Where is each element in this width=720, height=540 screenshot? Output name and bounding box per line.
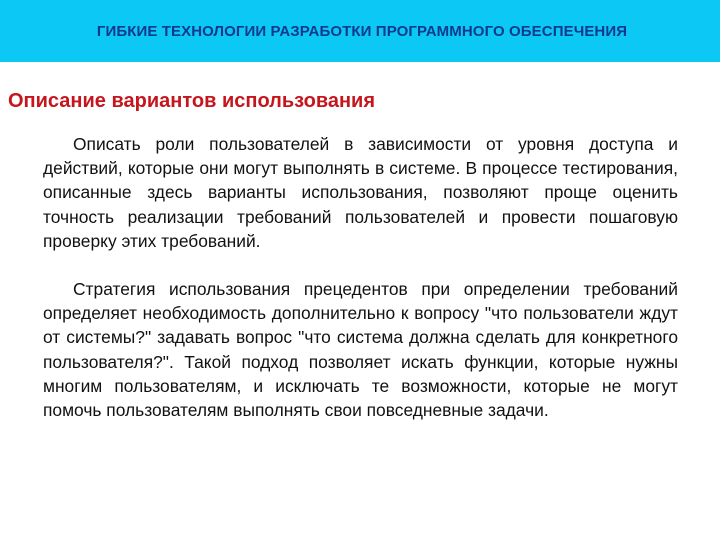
content-body <box>43 132 678 422</box>
paragraph-2: Стратегия использования прецедентов при определении требований определяет необходимость дополнительно к вопросу "что пользователи ждут от системы?" задавать вопрос "что система должна сделать для конкретного пользователя?". Такой подход позволяет искать функции, которые нужны многим пользователям, и исключать те возможности, которые не могут помочь пользователям выполнять свои повседневные задачи. <box>43 279 678 421</box>
section-title: Описание вариантов использования <box>8 90 376 112</box>
header-title: ГИБКИЕ ТЕХНОЛОГИИ РАЗРАБОТКИ ПРОГРАММНОГО ОБЕСПЕЧЕНИЯ <box>96 22 628 40</box>
header-bar <box>0 0 720 62</box>
paragraph-1: Описать роли пользователей в зависимости от уровня доступа и действий, которые они могут выполнять в системе. В процессе тестирования, описанные здесь варианты использования, позволяют проще оценить точность реализации требований пользователей и провести пошаговую проверку этих требований. <box>43 134 678 251</box>
